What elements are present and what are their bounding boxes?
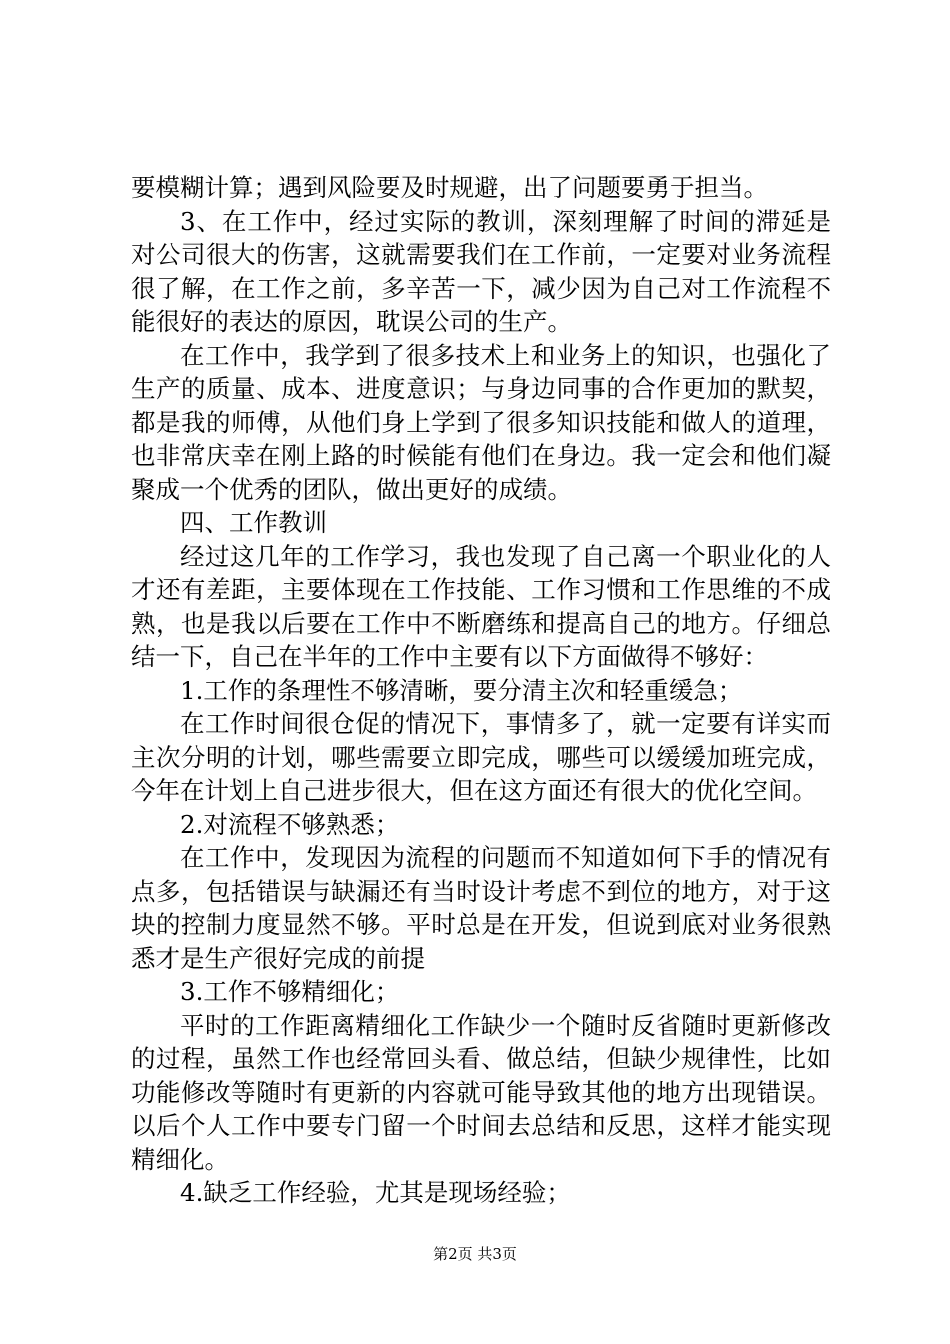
paragraph-2: 3、在工作中，经过实际的教训，深刻理解了时间的滞延是对公司很大的伤害，这就需要我们在工作前，一定要对业务流程很了解，在工作之前，多辛苦一下，减少因为自己对工作流程不能很好的表达的原因，耽误公司的生产。 [131, 206, 831, 336]
paragraph-11: 平时的工作距离精细化工作缺少一个随时反省随时更新修改的过程，虽然工作也经常回头看、做总结，但缺少规律性，比如功能修改等随时有更新的内容就可能导致其他的地方出现错误。以后个人工作中要专门留一个时间去总结和反思，这样才能实现精细化。 [131, 1010, 831, 1174]
paragraph-1: 要模糊计算；遇到风险要及时规避，出了问题要勇于担当。 [131, 173, 768, 202]
document-body [131, 171, 831, 1210]
section-heading-lessons: 四、工作教训 [180, 508, 327, 537]
paragraph-7: 在工作时间很仓促的情况下，事情多了，就一定要有详实而主次分明的计划，哪些需要立即完成，哪些可以缓缓加班完成，今年在计划上自己进步很大，但在这方面还有很大的优化空间。 [131, 709, 831, 805]
paragraph-9: 在工作中，发现因为流程的问题而不知道如何下手的情况有点多，包括错误与缺漏还有当时设计考虑不到位的地方，对于这块的控制力度显然不够。平时总是在开发，但说到底对业务很熟悉才是生产很好完成的前提 [131, 843, 831, 973]
paragraph-5: 经过这几年的工作学习，我也发现了自己离一个职业化的人才还有差距，主要体现在工作技能、工作习惯和工作思维的不成熟，也是我以后要在工作中不断磨练和提高自己的地方。仔细总结一下，自己在半年的工作中主要有以下方面做得不够好： [131, 541, 831, 671]
paragraph-3: 在工作中，我学到了很多技术上和业务上的知识，也强化了生产的质量、成本、进度意识；与身边同事的合作更加的默契，都是我的师傅，从他们身上学到了很多知识技能和做人的道理，也非常庆幸在刚上路的时候能有他们在身边。我一定会和他们凝聚成一个优秀的团队，做出更好的成绩。 [131, 340, 831, 504]
list-item-1: 1.工作的条理性不够清晰，要分清主次和轻重缓急； [180, 675, 743, 705]
list-item-2: 2.对流程不够熟悉； [180, 809, 400, 839]
list-item-3: 3.工作不够精细化； [180, 977, 400, 1006]
page-footer [0, 1244, 950, 1264]
page-number-label: 第2页 共3页 [433, 1245, 517, 1263]
list-item-4: 4.缺乏工作经验，尤其是现场经验； [180, 1178, 571, 1207]
